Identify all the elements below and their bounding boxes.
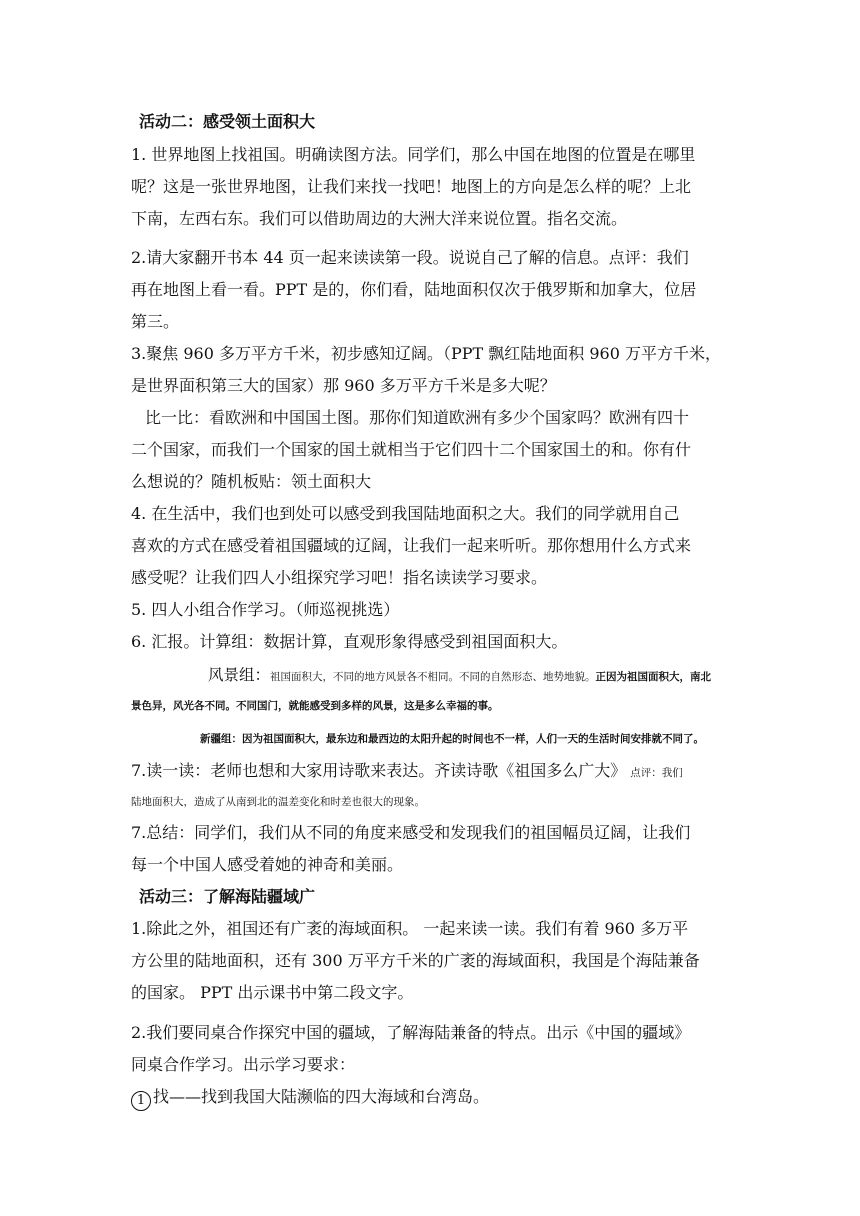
read-poem-comment: 点评：我们: [630, 767, 683, 779]
paragraph-4-line-1: 4. 在生活中，我们也到处可以感受到我国陆地面积之大。我们的同学就用自己: [131, 504, 680, 523]
paragraph-6: 6. 汇报。计算组：数据计算，直观形象得感受到祖国面积大。: [131, 632, 568, 651]
heading-activity-two: 活动二：感受领土面积大: [139, 112, 316, 131]
activity3-paragraph-1-line-2: 方公里的陆地面积，还有 300 万平方千米的广袤的海域面积，我国是个海陆兼备: [131, 951, 700, 970]
paragraph-7b-line-1: 7.总结：同学们，我们从不同的角度来感受和发现我们的祖国幅员辽阔，让我们: [131, 823, 691, 842]
paragraph-3-line-2: 是世界面积第三大的国家）那 960 多万平方千米是多大呢？: [131, 376, 556, 395]
circled-number: 1: [131, 1091, 151, 1111]
paragraph-7b-line-2: 每一个中国人感受着她的神奇和美丽。: [131, 855, 404, 874]
paragraph-2-line-3: 第三。: [131, 312, 180, 331]
item-1-text: 找——找到我国大陆濒临的四大海域和台湾岛。: [153, 1087, 490, 1106]
paragraph-1-line-1: 1. 世界地图上找祖国。明确读图方法。同学们，那么中国在地图的位置是在哪里: [131, 145, 696, 164]
heading-activity-three: 活动三：了解海陆疆域广: [139, 887, 316, 906]
scenery-label: 风景组：: [208, 666, 271, 684]
compare-line-2: 二个国家，而我们一个国家的国土就相当于它们四十二个国家国土的和。你有什: [131, 440, 692, 459]
compare-line-1: 比一比：看欧洲和中国国土图。那你们知道欧洲有多少个国家吗？欧洲有四十: [145, 408, 690, 427]
activity3-paragraph-1-line-1: 1.除此之外，祖国还有广袤的海域面积。 一起来读一读。我们有着 960 多万平: [131, 919, 689, 938]
activity3-paragraph-1-line-3: 的国家。 PPT 出示课书中第二段文字。: [131, 983, 414, 1002]
scenery-group-line-1: [208, 664, 711, 688]
paragraph-4-line-3: 感受呢？让我们四人小组探究学习吧！指名读读学习要求。: [131, 568, 548, 587]
xinjiang-group: 新疆组：因为祖国面积大，最东边和最西边的太阳升起的时间也不一样，人们一天的生活时间安排就不同了。: [200, 733, 704, 745]
read-poem-text: 7.读一读：老师也想和大家用诗歌来表达。齐读诗歌《祖国多么广大》: [131, 761, 627, 780]
paragraph-2-line-2: 再在地图上看一看。PPT 是的，你们看，陆地面积仅次于俄罗斯和加拿大，位居: [131, 280, 697, 299]
paragraph-7a-line-1: [131, 760, 683, 784]
scenery-group-line-2: 景色异，风光各不同。不同国门，就能感受到多样的风景，这是多么幸福的事。: [131, 700, 499, 712]
scenery-text: 祖国面积大，不同的地方风景各不相同。不同的自然形态、地势地貌。: [270, 671, 596, 683]
paragraph-4-line-2: 喜欢的方式在感受着祖国疆域的辽阔，让我们一起来听听。那你想用什么方式来: [131, 536, 692, 555]
activity3-item-1: [131, 1086, 489, 1111]
activity3-paragraph-2-line-2: 同桌合作学习。出示学习要求：: [131, 1055, 356, 1074]
scenery-text-bold: 正因为祖国面积大，南北: [595, 671, 712, 683]
activity3-paragraph-2-line-1: 2.我们要同桌合作探究中国的疆域，了解海陆兼备的特点。出示《中国的疆域》: [131, 1023, 691, 1042]
paragraph-1-line-2: 呢？这是一张世界地图，让我们来找一找吧！地图上的方向是怎么样的呢？上北: [131, 177, 692, 196]
paragraph-3-line-1: 3.聚焦 960 多万平方千米，初步感知辽阔。（PPT 飘红陆地面积 960 万平方千米，: [131, 344, 721, 363]
paragraph-2-line-1: 2.请大家翻开书本 44 页一起来读读第一段。说说自己了解的信息。点评：我们: [131, 248, 689, 267]
paragraph-1-line-3: 下南，左西右东。我们可以借助周边的大洲大洋来说位置。指名交流。: [131, 209, 628, 228]
paragraph-7a-line-2: 陆地面积大，造成了从南到北的温差变化和时差也很大的现象。: [131, 796, 425, 808]
compare-line-3: 么想说的？随机板贴：领土面积大: [131, 472, 372, 491]
paragraph-5: 5. 四人小组合作学习。（师巡视挑选）: [131, 600, 400, 619]
